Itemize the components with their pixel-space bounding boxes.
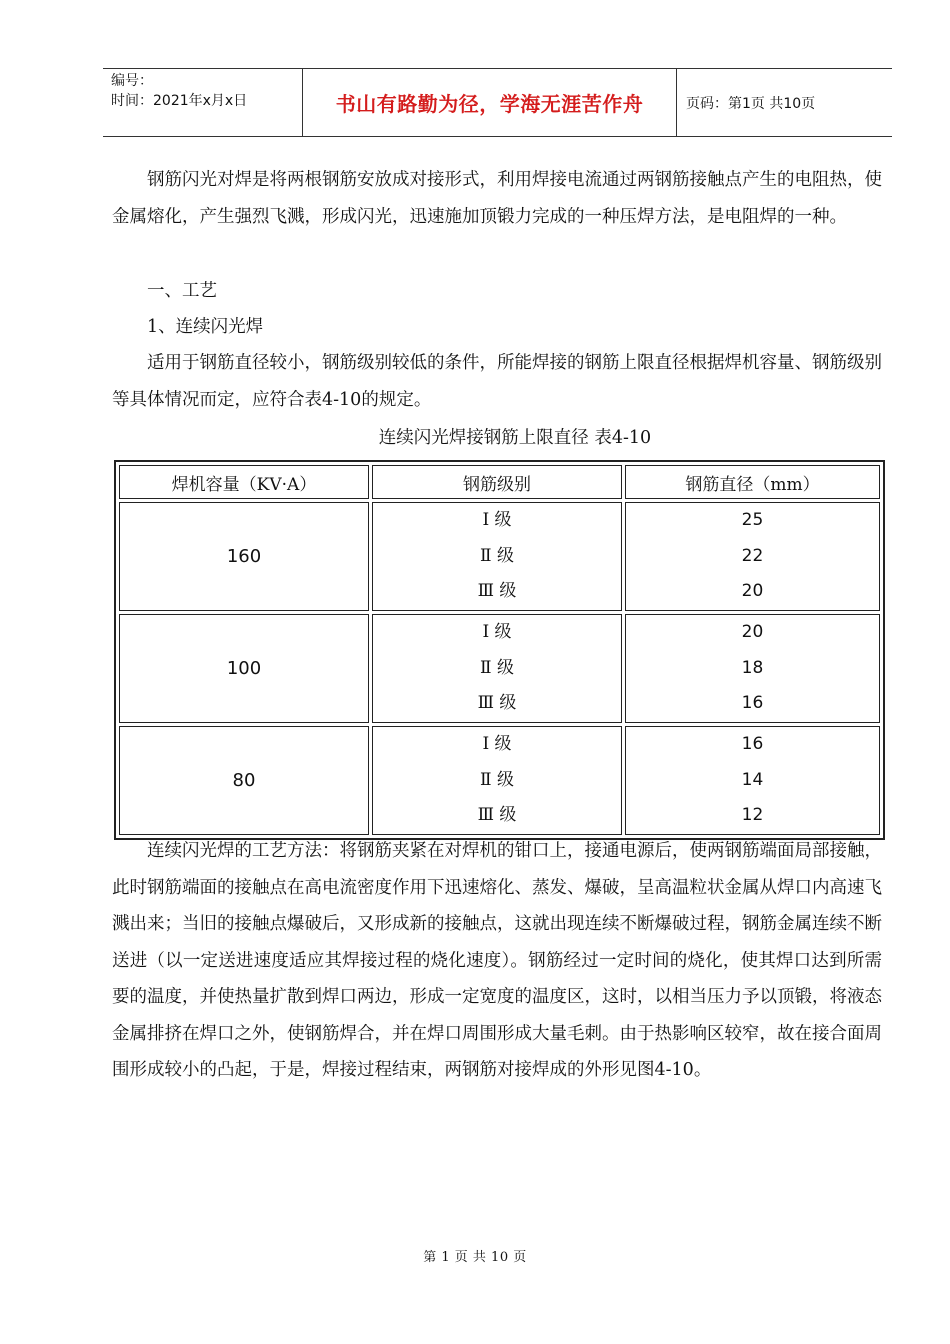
diameter-cell: [625, 502, 880, 611]
header-page-code: [677, 69, 892, 136]
number-label: 编号：: [111, 73, 153, 89]
diameter-value: 16: [741, 734, 764, 755]
header-meta: [103, 69, 303, 136]
section-heading: 一、工艺: [147, 281, 217, 301]
grade-value: Ⅰ 级: [482, 622, 512, 643]
diameter-value: 20: [741, 581, 764, 602]
diameter-cell: [625, 726, 880, 835]
time-label: 时间：2021年x月x日: [111, 93, 248, 109]
subsection-heading: 1、连续闪光焊: [147, 317, 264, 337]
header-grade: 钢筋级别: [372, 465, 622, 499]
grade-cell: [372, 502, 622, 611]
diameter-value: 25: [741, 510, 764, 531]
diameter-value: 20: [741, 622, 764, 643]
applicability-paragraph: 适用于钢筋直径较小，钢筋级别较低的条件，所能焊接的钢筋上限直径根据焊机容量、钢筋级别等具体情况而定，应符合表4-10的规定。: [112, 353, 882, 410]
header-diameter: 钢筋直径（mm）: [625, 465, 880, 499]
grade-value: Ⅲ 级: [477, 805, 517, 826]
table-row: [119, 502, 880, 611]
grade-value: Ⅲ 级: [477, 581, 517, 602]
header-motto-cell: [303, 69, 677, 136]
diameter-value: 12: [741, 805, 764, 826]
diameter-table: [114, 460, 885, 840]
diameter-cell: [625, 614, 880, 723]
table-header-row: [119, 465, 880, 499]
capacity-cell: 80: [119, 726, 369, 835]
grade-value: Ⅱ 级: [480, 657, 514, 678]
grade-value: Ⅱ 级: [480, 545, 514, 566]
diameter-value: 14: [741, 769, 764, 790]
capacity-cell: 100: [119, 614, 369, 723]
table-row: [119, 726, 880, 835]
table-row: [119, 614, 880, 723]
document-header: [103, 68, 892, 137]
page-code-text: 页码：第1页 共10页: [686, 95, 816, 112]
page-footer: 第 1 页 共 10 页: [423, 1250, 527, 1265]
grade-value: Ⅲ 级: [477, 693, 517, 714]
header-capacity: 焊机容量（KV·A）: [119, 465, 369, 499]
diameter-value: 22: [741, 545, 764, 566]
grade-value: Ⅰ 级: [482, 510, 512, 531]
grade-cell: [372, 726, 622, 835]
process-paragraph: 连续闪光焊的工艺方法：将钢筋夹紧在对焊机的钳口上，接通电源后，使两钢筋端面局部接触，此时钢筋端面的接触点在高电流密度作用下迅速熔化、蒸发、爆破，呈高温粒状金属从焊口内高速飞溅出来；当旧的接触点爆破后，又形成新的接触点，这就出现连续不断爆破过程，钢筋金属连续不断送进（以一定送进速度适应其焊接过程的烧化速度）。钢筋经过一定时间的烧化，使其焊口达到所需要的温度，并使热量扩散到焊口两边，形成一定宽度的温度区，这时，以相当压力予以顶锻，将液态金属排挤在焊口之外，使钢筋焊合，并在焊口周围形成大量毛刺。由于热影响区较窄，故在接合面周围形成较小的凸起，于是，焊接过程结束，两钢筋对接焊成的外形见图4-10。: [112, 841, 882, 1080]
diameter-value: 18: [741, 657, 764, 678]
table-caption: 连续闪光焊接钢筋上限直径 表4-10: [378, 428, 652, 448]
grade-value: Ⅱ 级: [480, 769, 514, 790]
grade-value: Ⅰ 级: [482, 734, 512, 755]
capacity-cell: 160: [119, 502, 369, 611]
grade-cell: [372, 614, 622, 723]
intro-paragraph: 钢筋闪光对焊是将两根钢筋安放成对接形式，利用焊接电流通过两钢筋接触点产生的电阻热，使金属熔化，产生强烈飞溅，形成闪光，迅速施加顶锻力完成的一种压焊方法，是电阻焊的一种。: [112, 170, 882, 227]
diameter-value: 16: [741, 693, 764, 714]
motto-text: 书山有路勤为径，学海无涯苦作舟: [335, 92, 644, 116]
